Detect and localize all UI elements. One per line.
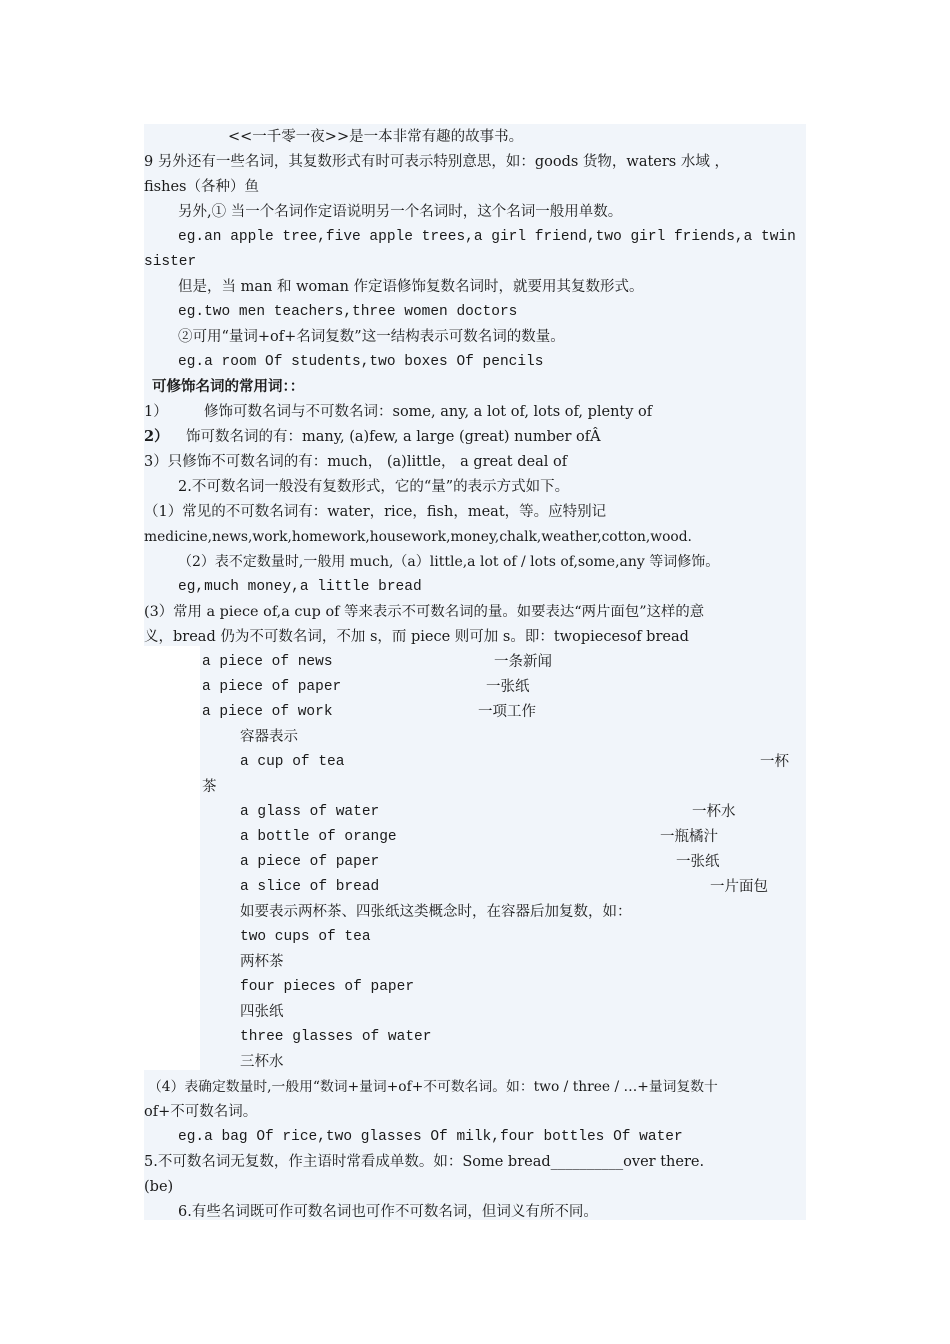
text-line: 5.不可数名词无复数，作主语时常看成单数。如：Some bread__________over there. xyxy=(144,1154,705,1170)
example-meaning: 一项工作 xyxy=(478,704,536,720)
text-line: 茶 xyxy=(202,779,217,795)
text-line: (be) xyxy=(144,1179,174,1195)
list-number: 2） xyxy=(144,428,169,445)
text-line: 但是，当 man 和 woman 作定语修饰复数名词时，就要用其复数形式。 xyxy=(178,279,644,295)
text-line: eg.an apple tree,five apple trees,a girl friend,two girl friends,a twin xyxy=(178,229,796,245)
text-line: 容器表示 xyxy=(240,729,298,745)
example-meaning: 一瓶橘汁 xyxy=(660,829,718,845)
text-line: fishes（各种）鱼 xyxy=(144,179,259,195)
text-line: eg.a bag Of rice,two glasses Of milk,four bottles Of water xyxy=(178,1129,683,1145)
example-phrase: three glasses of water xyxy=(240,1029,432,1045)
example-phrase: a cup of tea xyxy=(240,754,345,770)
example-phrase: a piece of news xyxy=(202,654,333,670)
example-meaning: 一张纸 xyxy=(486,679,530,695)
text-line: eg.two men teachers,three women doctors xyxy=(178,304,518,320)
example-meaning: 四张纸 xyxy=(240,1004,284,1020)
example-phrase: two cups of tea xyxy=(240,929,371,945)
text-line: 饰可数名词的有：many, (a)few, a large (great) number ofÂ xyxy=(186,429,601,445)
example-meaning: 一张纸 xyxy=(676,854,720,870)
text-line: 9 另外还有一些名词，其复数形式有时可表示特别意思，如：goods 货物，waters 水域 ， xyxy=(144,154,729,170)
example-meaning: 一杯水 xyxy=(692,804,736,820)
example-phrase: a slice of bread xyxy=(240,879,380,895)
text-span: 修饰可数名词与不可数名词：some, any, a lot of, lots of, plenty of xyxy=(204,404,653,420)
text-line: （4）表确定数量时,一般用“数词+量词+of+不可数名词。如：two / three / …+量词复数十 xyxy=(148,1079,718,1095)
text-line: <<一千零一夜>>是一本非常有趣的故事书。 xyxy=(228,129,524,145)
text-line: (3）常用 a piece of,a cup of 等来表示不可数名词的量。如要表达“两片面包”这样的意 xyxy=(144,604,705,620)
list-number: 1） xyxy=(144,404,168,420)
text-line: sister xyxy=(144,254,197,270)
example-meaning: 三杯水 xyxy=(240,1054,284,1070)
text-line: （2）表不定数量时,一般用 much,（a）little,a lot of / lots of,some,any 等词修饰。 xyxy=(178,554,720,570)
example-phrase: four pieces of paper xyxy=(240,979,415,995)
example-meaning: 一片面包 xyxy=(710,879,768,895)
text-line: of+不可数名词。 xyxy=(144,1104,258,1120)
section-heading: 可修饰名词的常用词：： xyxy=(152,378,305,395)
example-phrase: a bottle of orange xyxy=(240,829,397,845)
example-phrase: a piece of paper xyxy=(240,854,380,870)
text-line: 6.有些名词既可作可数名词也可作不可数名词，但词义有所不同。 xyxy=(178,1204,598,1220)
example-meaning: 一条新闻 xyxy=(494,654,552,670)
text-line: eg.a room Of students,two boxes Of pencils xyxy=(178,354,544,370)
text-line: 如要表示两杯茶、四张纸这类概念时，在容器后加复数，如： xyxy=(240,904,632,920)
text-line: ②可用“量词+of+名词复数”这一结构表示可数名词的数量。 xyxy=(178,329,565,345)
text-line: 义，bread 仍为不可数名词，不加 s，而 piece 则可加 s。即：twopiecesof bread xyxy=(144,629,689,645)
text-line xyxy=(204,402,652,422)
text-line: 3）只修饰不可数名词的有：much， (a)little， a great deal of xyxy=(144,454,568,470)
example-meaning: 一杯 xyxy=(760,754,789,770)
example-phrase: a glass of water xyxy=(240,804,380,820)
example-phrase: a piece of paper xyxy=(202,679,342,695)
text-line: medicine,news,work,homework,housework,money,chalk,weather,cotton,wood. xyxy=(144,529,692,545)
text-line: eg,much money,a little bread xyxy=(178,579,422,595)
text-line: 2.不可数名词一般没有复数形式，它的“量”的表示方式如下。 xyxy=(178,479,570,495)
text-line: （1）常见的不可数名词有：water，rice，fish，meat，等。应特别记 xyxy=(144,504,607,520)
text-line: 另外,① 当一个名词作定语说明另一个名词时，这个名词一般用单数。 xyxy=(178,204,623,220)
example-phrase: a piece of work xyxy=(202,704,333,720)
example-meaning: 两杯茶 xyxy=(240,954,284,970)
